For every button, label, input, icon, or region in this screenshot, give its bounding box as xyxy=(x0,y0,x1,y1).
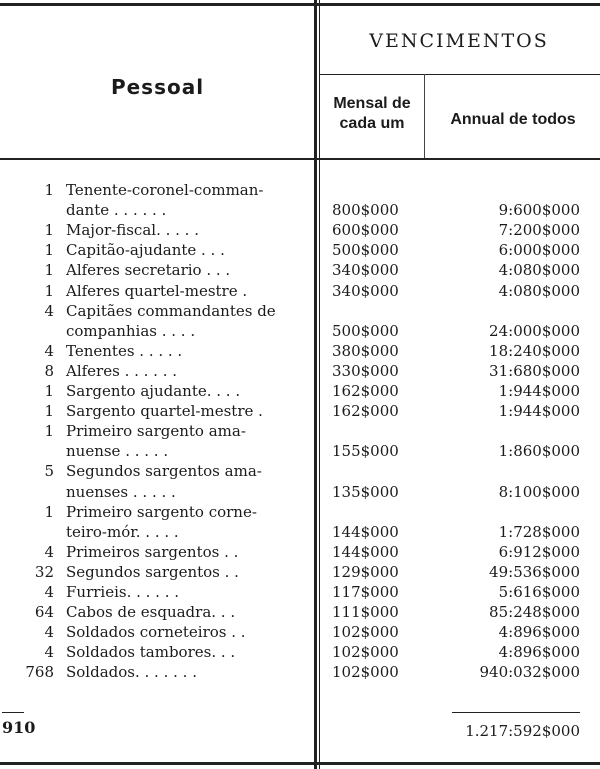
table-row xyxy=(0,502,600,522)
row-quantity: 1 xyxy=(44,261,54,280)
row-description: Tenente-coronel-comman- xyxy=(66,181,264,199)
row-mensal: 144$000 xyxy=(332,542,399,561)
row-annual: 7:200$000 xyxy=(498,221,580,240)
row-description: Tenentes . . . . . xyxy=(66,341,183,360)
row-description: nuense . . . . . xyxy=(66,442,169,461)
row-mensal: 380$000 xyxy=(332,341,399,360)
row-quantity: 8 xyxy=(44,361,54,380)
table-row xyxy=(0,461,600,481)
row-quantity: 64 xyxy=(34,603,54,622)
row-mensal: 800$000 xyxy=(332,201,399,220)
row-mensal: 600$000 xyxy=(332,221,399,240)
row-annual: 1:944$000 xyxy=(498,382,580,400)
table-row xyxy=(0,361,600,381)
vencimentos-underline xyxy=(320,74,600,75)
row-annual: 1:860$000 xyxy=(498,442,580,461)
row-mensal: 102$000 xyxy=(332,623,399,642)
row-quantity: 1 xyxy=(44,502,54,521)
row-quantity: 1 xyxy=(44,402,54,421)
pessoal-header: Pessoal xyxy=(110,75,205,99)
row-description: Soldados. . . . . . . xyxy=(66,663,197,682)
row-description: Sargento quartel-mestre . xyxy=(66,402,263,421)
row-mensal: 102$000 xyxy=(332,643,399,662)
table-row xyxy=(0,421,600,441)
header-bottom-rule xyxy=(0,158,600,160)
row-mensal: 500$000 xyxy=(332,321,399,340)
table-row xyxy=(0,341,600,361)
row-description: Capitão-ajudante . . . xyxy=(66,241,225,260)
row-quantity: 4 xyxy=(44,643,54,662)
row-description: Soldados tambores. . . xyxy=(66,643,236,662)
row-annual: 5:616$000 xyxy=(498,583,580,601)
mensal-header-line1: Mensal de xyxy=(333,95,411,112)
row-description: Alferes quartel-mestre . xyxy=(66,281,248,300)
row-quantity: 1 xyxy=(44,281,54,300)
row-description: Alferes secretario . . . xyxy=(66,261,231,280)
row-description: Segundos sargentos . . xyxy=(66,562,239,581)
qty-total-rule xyxy=(2,712,24,713)
row-quantity: 1 xyxy=(44,241,54,260)
row-mensal: 340$000 xyxy=(332,261,399,280)
row-mensal: 144$000 xyxy=(332,522,399,541)
mensal-annual-divider xyxy=(424,74,425,160)
annual-header: Annual de todos xyxy=(450,111,576,128)
row-description: companhias . . . . xyxy=(66,321,196,340)
row-annual: 85:248$000 xyxy=(489,603,580,622)
row-description: teiro-mór. . . . . xyxy=(66,522,179,541)
annual-total-rule xyxy=(452,712,580,713)
table-row xyxy=(0,582,600,602)
total-annual: 1.217:592$000 xyxy=(465,722,580,740)
row-annual: 6:912$000 xyxy=(498,542,580,561)
row-description: Primeiro sargento ama- xyxy=(66,422,246,441)
vencimentos-header: VENCIMENTOS xyxy=(369,30,549,52)
row-description: Primeiros sargentos . . xyxy=(66,542,239,561)
row-description: Cabos de esquadra. . . xyxy=(66,603,236,622)
table-row xyxy=(0,281,600,301)
table-row xyxy=(0,260,600,280)
table-row xyxy=(0,200,600,220)
row-annual: 49:536$000 xyxy=(489,562,580,581)
row-annual: 4:896$000 xyxy=(498,643,580,662)
table-row xyxy=(0,401,600,421)
row-annual: 940:032$000 xyxy=(479,663,580,682)
table-row xyxy=(0,441,600,461)
mensal-header-line2: cada um xyxy=(339,115,405,132)
row-quantity: 4 xyxy=(44,623,54,642)
row-mensal: 340$000 xyxy=(332,281,399,300)
row-annual: 31:680$000 xyxy=(489,361,580,380)
table-row xyxy=(0,321,600,341)
row-quantity: 1 xyxy=(44,181,54,199)
table-row xyxy=(0,381,600,401)
table-row xyxy=(0,482,600,502)
row-description: nuenses . . . . . xyxy=(66,482,176,501)
row-mensal: 129$000 xyxy=(332,562,399,581)
table-row xyxy=(0,240,600,260)
row-mensal: 117$000 xyxy=(332,583,399,601)
bottom-rule xyxy=(0,762,600,765)
row-quantity: 5 xyxy=(44,462,54,481)
row-description: Capitães commandantes de xyxy=(66,301,276,320)
row-annual: 4:080$000 xyxy=(498,261,580,280)
row-annual: 9:600$000 xyxy=(498,201,580,220)
row-quantity: 4 xyxy=(44,301,54,320)
row-description: Segundos sargentos ama- xyxy=(66,462,262,481)
row-description: Furrieis. . . . . . xyxy=(66,583,180,601)
row-annual: 1:728$000 xyxy=(498,522,580,541)
row-quantity: 1 xyxy=(44,221,54,240)
row-mensal: 102$000 xyxy=(332,663,399,682)
row-description: Alferes . . . . . . xyxy=(66,361,178,380)
total-quantity: 910 xyxy=(2,718,36,737)
row-mensal: 135$000 xyxy=(332,482,399,501)
row-description: Sargento ajudante. . . . xyxy=(66,382,241,400)
row-description: Primeiro sargento corne- xyxy=(66,502,257,521)
row-mensal: 162$000 xyxy=(332,382,399,400)
row-mensal: 155$000 xyxy=(332,442,399,461)
row-description: Major-fiscal. . . . . xyxy=(66,221,199,240)
table-row xyxy=(0,662,600,682)
row-annual: 4:896$000 xyxy=(498,623,580,642)
top-rule xyxy=(0,3,600,6)
table-row xyxy=(0,602,600,622)
table-row xyxy=(0,301,600,321)
table-row xyxy=(0,542,600,562)
row-quantity: 4 xyxy=(44,583,54,601)
row-description: dante . . . . . . xyxy=(66,201,167,220)
table-row xyxy=(0,622,600,642)
row-quantity: 32 xyxy=(34,562,54,581)
row-mensal: 111$000 xyxy=(332,603,399,622)
table-row xyxy=(0,220,600,240)
row-quantity: 768 xyxy=(25,663,54,682)
row-quantity: 4 xyxy=(44,542,54,561)
table-row xyxy=(0,180,600,200)
table-row xyxy=(0,522,600,542)
row-annual: 8:100$000 xyxy=(498,482,580,501)
row-quantity: 1 xyxy=(44,382,54,400)
row-mensal: 330$000 xyxy=(332,361,399,380)
row-annual: 18:240$000 xyxy=(489,341,580,360)
row-description: Soldados corneteiros . . xyxy=(66,623,246,642)
row-annual: 4:080$000 xyxy=(498,281,580,300)
row-annual: 24:000$000 xyxy=(489,321,580,340)
row-mensal: 162$000 xyxy=(332,402,399,421)
row-quantity: 4 xyxy=(44,341,54,360)
row-quantity: 1 xyxy=(44,422,54,441)
mensal-header xyxy=(322,94,422,134)
row-mensal: 500$000 xyxy=(332,241,399,260)
row-annual: 6:000$000 xyxy=(498,241,580,260)
table-row xyxy=(0,642,600,662)
row-annual: 1:944$000 xyxy=(498,402,580,421)
table-row xyxy=(0,562,600,582)
